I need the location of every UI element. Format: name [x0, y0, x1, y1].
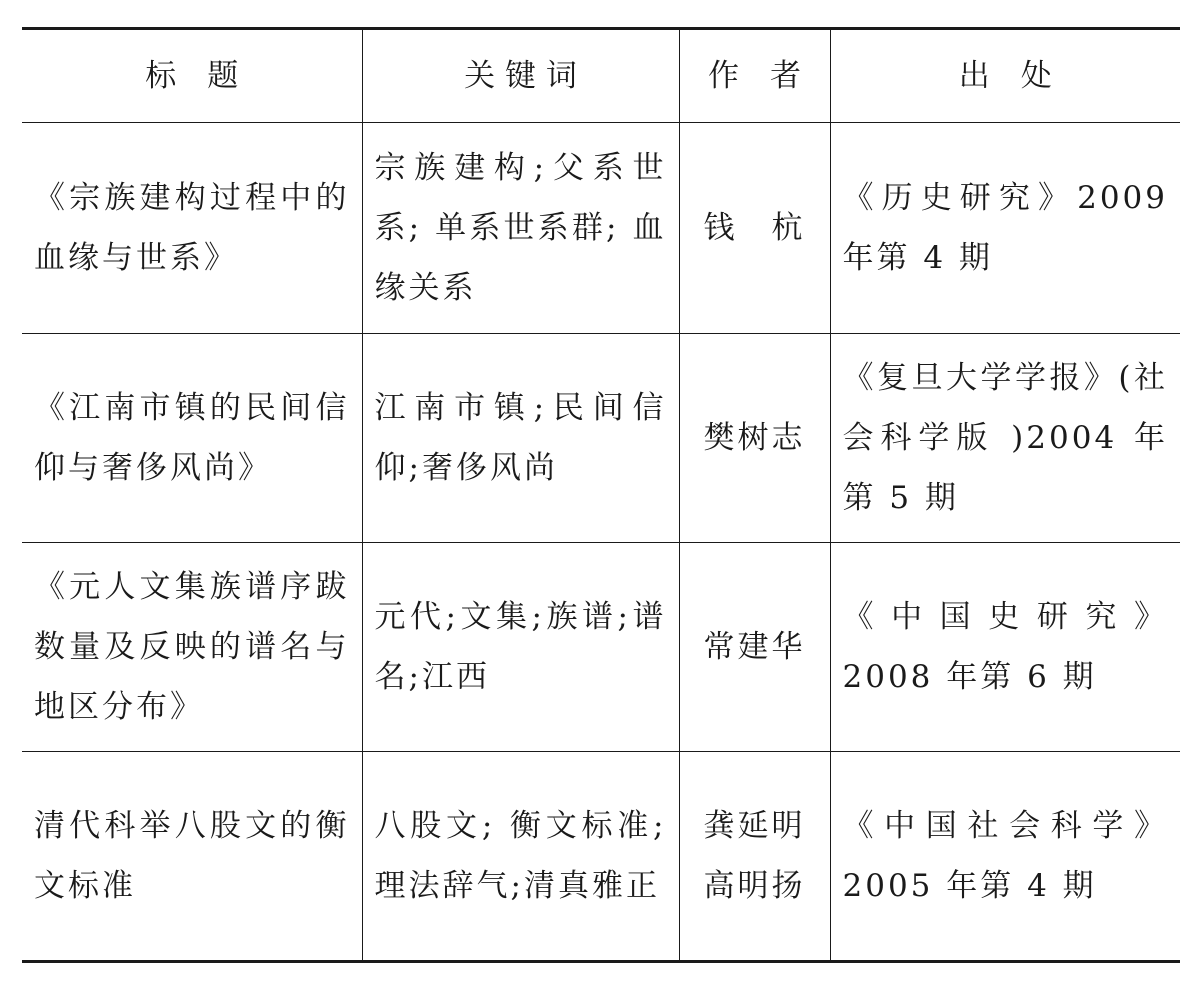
cell-title: 《元人文集族谱序跋数量及反映的谱名与地区分布》: [22, 543, 362, 752]
cell-author: 龚延明 高明扬: [679, 752, 830, 962]
cell-author: 樊树志: [679, 334, 830, 543]
header-source-label: 出 处: [958, 58, 1052, 94]
table-row: [22, 752, 1180, 962]
header-author: [679, 29, 830, 123]
cell-keywords: 八股文; 衡文标准; 理法辞气;清真雅正: [362, 752, 679, 962]
cell-title: 《宗族建构过程中的血缘与世系》: [22, 123, 362, 334]
header-source: [830, 29, 1180, 123]
cell-title: 清代科举八股文的衡文标准: [22, 752, 362, 962]
header-keywords-label: 关 键 词: [464, 58, 577, 94]
header-author-label: 作 者: [708, 58, 801, 94]
cell-source: 《中国史研究》2008 年第 6 期: [830, 543, 1180, 752]
table-body: [22, 123, 1180, 962]
header-title-label: 标 题: [145, 58, 239, 94]
table-row: [22, 543, 1180, 752]
cell-keywords: 宗族建构;父系世系; 单系世系群; 血缘关系: [362, 123, 679, 334]
table-row: [22, 123, 1180, 334]
header-keywords: [362, 29, 679, 123]
cell-author: 常建华: [679, 543, 830, 752]
cell-source: 《中国社会科学》2005 年第 4 期: [830, 752, 1180, 962]
cell-source: 《复旦大学学报》(社会科学版 )2004 年第 5 期: [830, 334, 1180, 543]
cell-keywords: 元代;文集;族谱;谱名;江西: [362, 543, 679, 752]
header-row: [22, 29, 1180, 123]
literature-table: [22, 27, 1180, 963]
cell-author: 钱 杭: [679, 123, 830, 334]
cell-keywords: 江南市镇;民间信仰;奢侈风尚: [362, 334, 679, 543]
table-row: [22, 334, 1180, 543]
table-header: [22, 29, 1180, 123]
cell-title: 《江南市镇的民间信仰与奢侈风尚》: [22, 334, 362, 543]
header-title: [22, 29, 362, 123]
cell-source: 《历史研究》2009 年第 4 期: [830, 123, 1180, 334]
